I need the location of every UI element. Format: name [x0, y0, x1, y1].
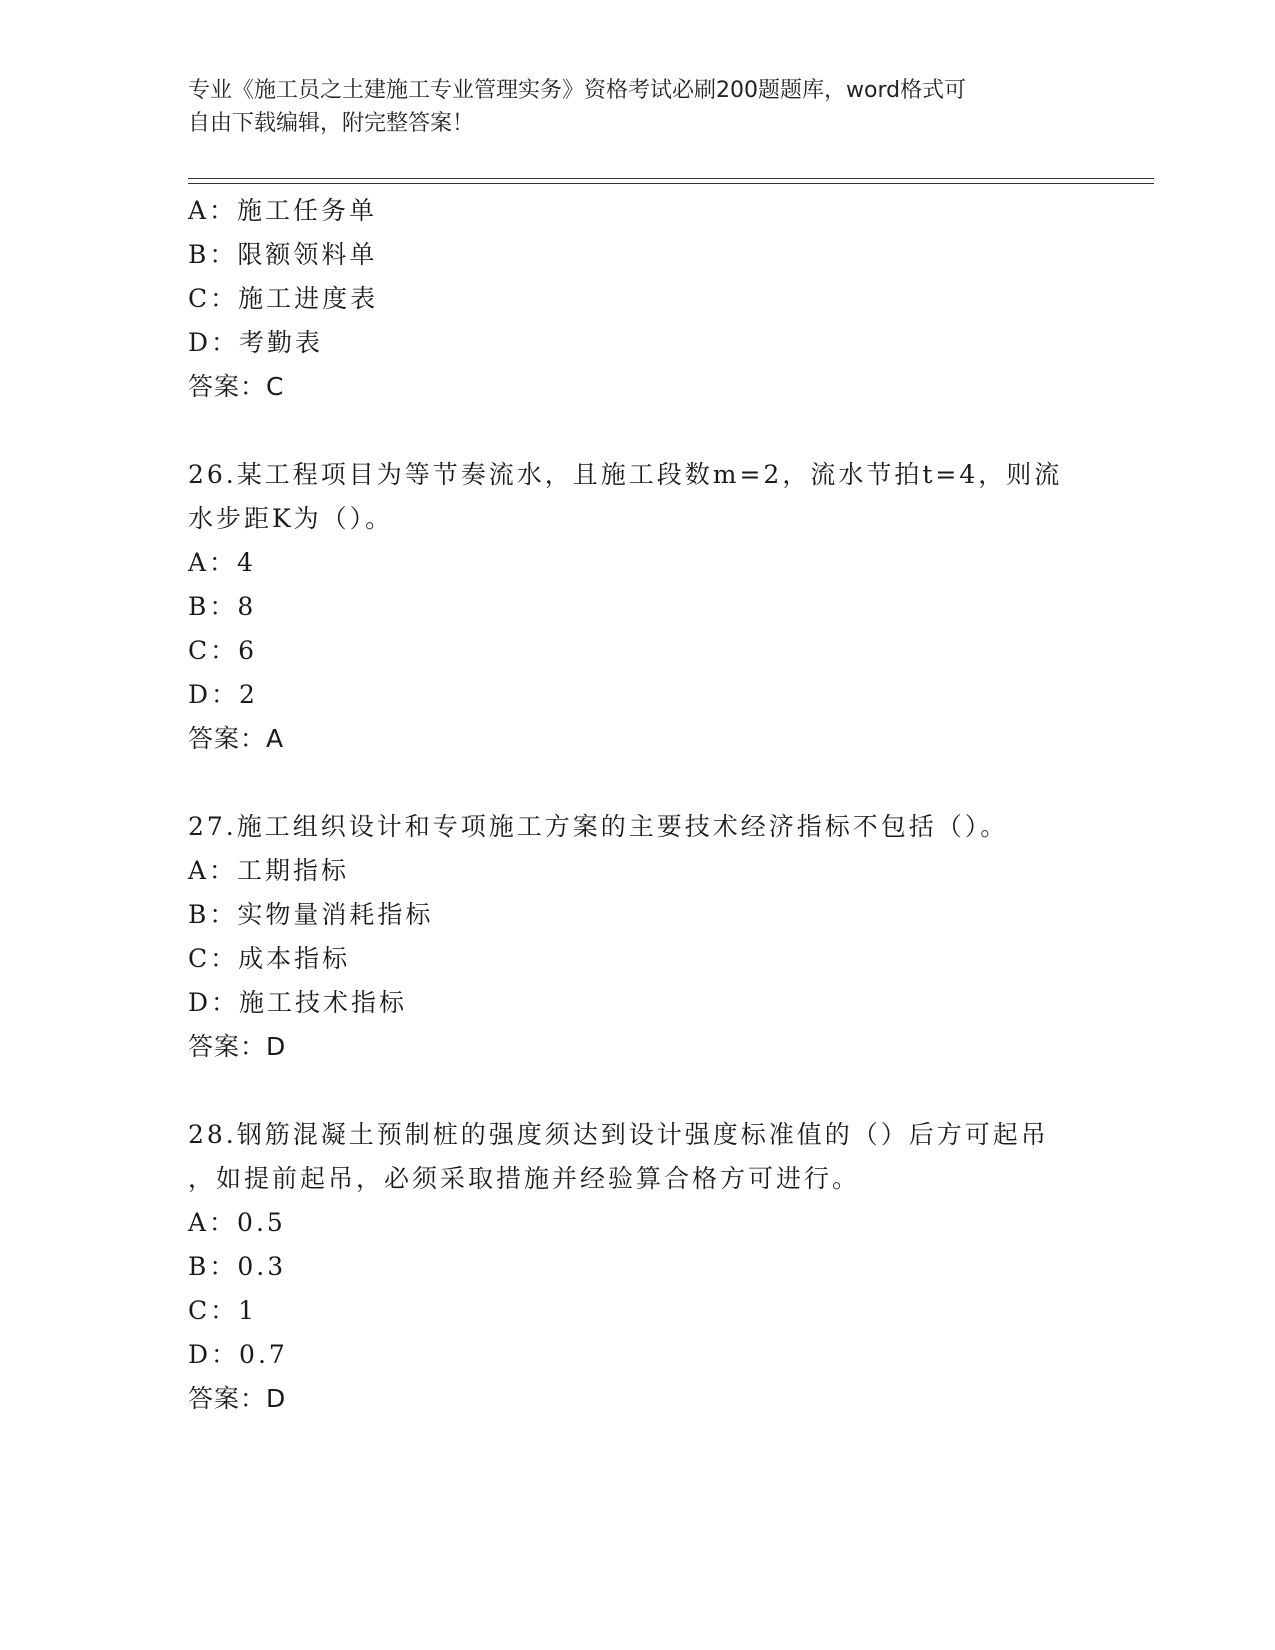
option-d: D：0.7 [188, 1340, 288, 1369]
header-line-2: 自由下载编辑，附完整答案！ [188, 111, 475, 136]
header-rule-bottom [188, 183, 1154, 184]
question-28-line-2: ，如提前起吊，必须采取措施并经验算合格方可进行。 [188, 1164, 861, 1193]
option-b: B：8 [188, 592, 257, 621]
header-line-1: 专业《施工员之土建施工专业管理实务》资格考试必刷200题题库，word格式可 [188, 78, 967, 103]
option-a: A：工期指标 [188, 856, 350, 885]
answer: 答案：C [188, 372, 285, 401]
document-header [188, 74, 1068, 140]
option-c: C：施工进度表 [188, 284, 379, 313]
option-c: C：1 [188, 1296, 258, 1325]
answer: 答案：A [188, 724, 285, 753]
answer: 答案：D [188, 1384, 287, 1413]
question-26-line-2: 水步距K为（）。 [188, 504, 394, 533]
option-b: B：0.3 [188, 1252, 287, 1281]
question-28-line-1: 28.钢筋混凝土预制桩的强度须达到设计强度标准值的（）后方可起吊 [188, 1120, 1049, 1149]
option-b: B：实物量消耗指标 [188, 900, 434, 929]
answer: 答案：D [188, 1032, 287, 1061]
question-26-line-1: 26.某工程项目为等节奏流水，且施工段数m=2，流水节拍t=4，则流 [188, 460, 1063, 489]
option-b: B：限额领料单 [188, 240, 378, 269]
option-c: C：6 [188, 636, 258, 665]
header-rule-top [188, 178, 1154, 179]
option-a: A：施工任务单 [188, 196, 378, 225]
option-d: D：2 [188, 680, 258, 709]
option-d: D：考勤表 [188, 328, 324, 357]
question-27-line-1: 27.施工组织设计和专项施工方案的主要技术经济指标不包括（）。 [188, 812, 1009, 841]
option-d: D：施工技术指标 [188, 988, 408, 1017]
option-a: A：4 [188, 548, 256, 577]
option-c: C：成本指标 [188, 944, 351, 973]
option-a: A：0.5 [188, 1208, 286, 1237]
